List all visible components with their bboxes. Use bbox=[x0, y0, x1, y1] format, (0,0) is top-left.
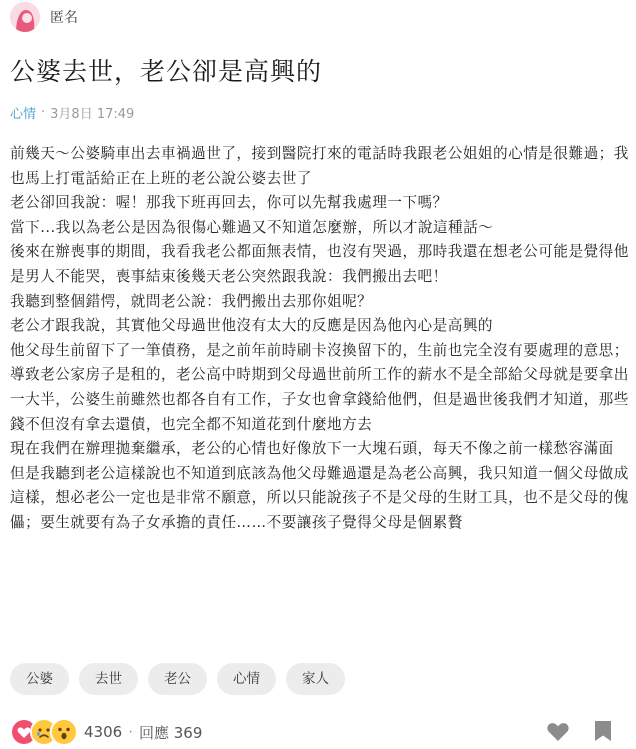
tag-chip[interactable]: 老公 bbox=[148, 663, 207, 695]
female-avatar-icon bbox=[10, 2, 40, 32]
post-actions bbox=[546, 720, 612, 742]
tag-chip[interactable]: 公婆 bbox=[10, 663, 69, 695]
body-paragraph: 現在我們在辦理拋棄繼承，老公的心情也好像放下一大塊石頭，每天不像之前一樣愁容滿面 bbox=[10, 440, 614, 458]
bookmark-icon[interactable] bbox=[594, 720, 612, 742]
post-title: 公婆去世，老公卻是高興的 bbox=[10, 57, 323, 86]
body-paragraph: 前幾天～公婆騎車出去車禍過世了，接到醫院打來的電話時我跟老公姐姐的心情是很難過；我也馬上打電話給正在上班的老公說公婆去世了 bbox=[10, 145, 629, 187]
tag-chip[interactable]: 心情 bbox=[217, 663, 276, 695]
tag-list bbox=[10, 663, 345, 695]
post-meta bbox=[10, 103, 134, 122]
post-body bbox=[10, 142, 630, 536]
surprised-face-icon bbox=[50, 718, 78, 746]
footer-separator: · bbox=[128, 723, 133, 741]
reaction-summary[interactable] bbox=[10, 718, 70, 746]
body-paragraph: 但是我聽到老公這樣說也不知道到底該為他父母難過還是為老公高興，我只知道一個父母做成這樣，想必老公一定也是非常不願意，所以只能說孩子不是父母的生財工具，也不是父母的傀儡；要生就要有為子女承擔的責任……不要讓孩子覺得父母是個累贅 bbox=[10, 464, 629, 531]
author-row[interactable] bbox=[10, 2, 78, 32]
body-paragraph: 他父母生前留下了一筆債務，是之前年前時刷卡沒換留下的，生前也完全沒有要處理的意思；導致老公家房子是租的，老公高中時期到父母過世前所工作的薪水不是全部給父母就是要拿出一大半，公婆生前雖然也都各自有工作，子女也會拿錢給他們，但是過世後我們才知道，那些錢不但沒有拿去還債，也完全都不知道花到什麼地方去 bbox=[10, 341, 629, 433]
tag-chip[interactable]: 家人 bbox=[286, 663, 345, 695]
post-date: 3月8日 17:49 bbox=[50, 107, 135, 122]
author-name[interactable]: 匿名 bbox=[50, 10, 78, 26]
like-heart-icon[interactable] bbox=[546, 720, 570, 742]
board-link[interactable]: 心情 bbox=[10, 107, 37, 122]
body-paragraph: 當下...我以為老公是因為很傷心難過又不知道怎麼辦，所以才說這種話～ bbox=[10, 218, 494, 236]
reaction-count: 4306 bbox=[84, 723, 123, 741]
post-footer bbox=[10, 716, 626, 748]
body-paragraph: 老公才跟我說，其實他父母過世他沒有太大的反應是因為他內心是高興的 bbox=[10, 317, 494, 335]
meta-separator: · bbox=[41, 105, 46, 120]
body-paragraph: 老公卻回我說：喔！那我下班再回去，你可以先幫我處理一下嗎？ bbox=[10, 194, 448, 212]
body-paragraph: 我聽到整個錯愕，就問老公說：我們搬出去那你姐呢？ bbox=[10, 292, 373, 310]
body-paragraph: 後來在辦喪事的期間，我看我老公都面無表情，也沒有哭過，那時我還在想老公可能是覺得他是男人不能哭，喪事結束後幾天老公突然跟我說：我們搬出去吧！ bbox=[10, 243, 629, 285]
tag-chip[interactable]: 去世 bbox=[79, 663, 138, 695]
avatar[interactable] bbox=[10, 2, 40, 32]
reply-count[interactable]: 回應 369 bbox=[138, 723, 203, 742]
